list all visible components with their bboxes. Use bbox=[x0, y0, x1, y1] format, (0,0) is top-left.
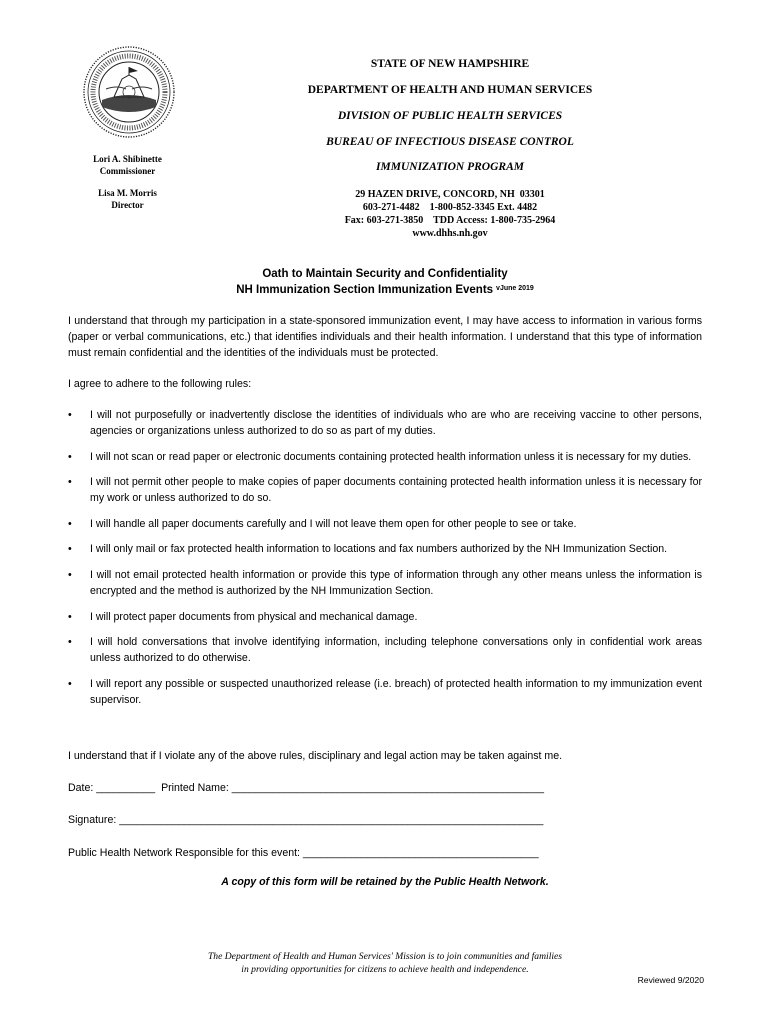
official-title: Director bbox=[111, 200, 144, 210]
date-printed-name-field[interactable]: Date: __________ Printed Name: _____________________________________________________ bbox=[68, 782, 544, 794]
bullet-icon: • bbox=[68, 409, 72, 421]
rule-text: I will not scan or read paper or electronic documents containing protected health information unless it is necessary for my duties. bbox=[90, 450, 692, 463]
official-name: Lisa M. Morris bbox=[98, 188, 157, 198]
header-state: STATE OF NEW HAMPSHIRE bbox=[370, 58, 530, 70]
rule-item bbox=[68, 407, 702, 439]
official-commissioner bbox=[40, 153, 215, 177]
rule-text: I will not permit other people to make copies of paper documents containing protected health information unless it is necessary for my work or unless authorized to do so. bbox=[90, 476, 702, 505]
rule-text: I will handle all paper documents carefully and I will not leave them open for other people to see or take. bbox=[90, 517, 577, 530]
document-title: Oath to Maintain Security and Confidentiality bbox=[262, 268, 508, 280]
header-program: IMMUNIZATION PROGRAM bbox=[376, 161, 524, 173]
header-phones: 603-271-4482 1-800-852-3345 Ext. 4482 bbox=[362, 202, 538, 213]
state-seal-logo bbox=[82, 45, 176, 139]
mission-statement bbox=[150, 950, 620, 976]
rule-item bbox=[68, 474, 702, 506]
rule-text: I will hold conversations that involve identifying information, including telephone conversations only in confidential work areas unless authorized to do otherwise. bbox=[90, 636, 702, 665]
official-title: Commissioner bbox=[99, 166, 156, 176]
rule-item bbox=[68, 541, 702, 557]
rule-item bbox=[68, 516, 702, 532]
rule-item bbox=[68, 634, 702, 666]
rule-text: I will protect paper documents from physical and mechanical damage. bbox=[90, 610, 418, 623]
signature-field[interactable]: Signature: ________________________________________________________________________ bbox=[68, 814, 544, 826]
rule-item bbox=[68, 676, 702, 708]
rule-text: I will only mail or fax protected health information to locations and fax numbers authorized by the NH Immunization Section. bbox=[90, 543, 668, 556]
header-address: 29 HAZEN DRIVE, CONCORD, NH 03301 bbox=[355, 189, 545, 200]
header-bureau: BUREAU OF INFECTIOUS DISEASE CONTROL bbox=[326, 136, 574, 148]
bullet-icon: • bbox=[68, 610, 72, 623]
violation-statement: I understand that if I violate any of the above rules, disciplinary and legal action may be taken against me. bbox=[68, 750, 563, 762]
bullet-icon: • bbox=[68, 677, 72, 690]
rule-text: I will report any possible or suspected unauthorized release (i.e. breach) of protected health information to my immunization event supervisor. bbox=[90, 677, 702, 706]
document-subtitle: NH Immunization Section Immunization Events bbox=[236, 284, 494, 296]
bullet-icon: • bbox=[68, 636, 72, 649]
reviewed-date: Reviewed 9/2020 bbox=[637, 975, 704, 985]
network-field[interactable]: Public Health Network Responsible for this event: ________________________________________ bbox=[68, 847, 539, 859]
bullet-icon: • bbox=[68, 450, 72, 463]
official-name: Lori A. Shibinette bbox=[93, 154, 162, 164]
rule-item bbox=[68, 449, 702, 465]
rules-list bbox=[68, 407, 702, 717]
rule-item bbox=[68, 567, 702, 599]
bullet-icon: • bbox=[68, 476, 72, 489]
rule-text: I will not purposefully or inadvertently disclose the identities of individuals who are who are receiving vaccine to other persons, agencies or organizations unless authorized to do so as part of my duties. bbox=[90, 409, 702, 437]
mission-line: in providing opportunities for citizens to achieve health and independence. bbox=[241, 964, 529, 975]
mission-line: The Department of Health and Human Services' Mission is to join communities and families bbox=[207, 951, 563, 962]
version-note: vJune 2019 bbox=[496, 285, 534, 292]
header-department: DEPARTMENT OF HEALTH AND HUMAN SERVICES bbox=[307, 84, 593, 96]
rule-item bbox=[68, 609, 702, 625]
bullet-icon: • bbox=[68, 568, 72, 581]
header-website: www.dhhs.nh.gov bbox=[412, 228, 488, 239]
document-subtitle-row bbox=[150, 283, 620, 298]
intro-paragraph: I understand that through my participation in a state-sponsored immunization event, I may have access to information in various forms (paper or verbal communications, etc.) that identifies individuals and their health information. I understand that this type of information must remain confidential and the identities of the individuals must be protected. bbox=[68, 315, 702, 359]
retained-note: A copy of this form will be retained by the Public Health Network. bbox=[221, 876, 549, 888]
header-address-block bbox=[215, 188, 685, 240]
bullet-icon: • bbox=[68, 517, 72, 530]
rule-text: I will not email protected health information or provide this type of information through any other means unless the information is encrypted and the method is authorized by the NH Immunization Section. bbox=[90, 568, 702, 597]
header-division: DIVISION OF PUBLIC HEALTH SERVICES bbox=[337, 110, 563, 122]
header-fax: Fax: 603-271-3850 TDD Access: 1-800-735-2964 bbox=[344, 215, 556, 226]
agree-statement: I agree to adhere to the following rules: bbox=[68, 378, 252, 390]
bullet-icon: • bbox=[68, 543, 72, 556]
official-director bbox=[40, 187, 215, 211]
